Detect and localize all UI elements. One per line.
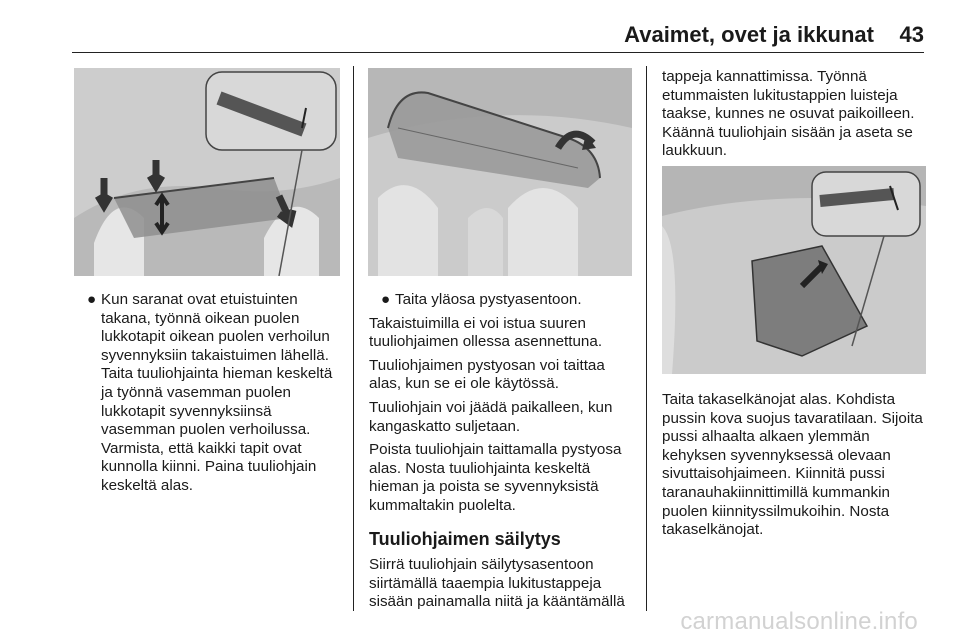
bullet-text: Taita yläosa pystyasentoon. <box>395 291 582 308</box>
column-3-text-lower <box>662 391 928 545</box>
column-rule-right <box>646 66 647 611</box>
bullet-item <box>75 291 343 496</box>
page-header-title: Avaimet, ovet ja ikkunat <box>624 22 874 47</box>
paragraph: Taita takaselkänojat alas. Kohdista pussin kova suojus tavaratilaan. Sijoita pussi alhaalta alkaen ylemmän kehyksen syvennyksessä olevaan sivuttaisohjaimeen. Kiinnitä pussi taranauhakiinnittimillä kummankin puolen kiinnityssilmukoihin. Nosta takaselkänojat. <box>662 391 923 539</box>
paragraph: Tuuliohjain voi jäädä paikalleen, kun kangaskatto suljetaan. <box>369 398 613 435</box>
bullet-item <box>369 291 634 310</box>
bullet-marker: ● <box>381 291 391 308</box>
figure-wind-deflector-storage <box>662 166 926 374</box>
column-rule-left <box>353 66 354 611</box>
figure-wind-deflector-installation <box>74 68 340 276</box>
watermark: carmanualsonline.info <box>680 608 918 635</box>
paragraph: Tuuliohjaimen pystyosan voi taittaa alas, kun se ei ole käytössä. <box>369 356 605 393</box>
paragraph: Siirrä tuuliohjain säilytysasentoon siirtämällä taaempia lukitustappeja sisään painamalla niitä ja kääntämällä <box>369 556 625 611</box>
paragraph: tappeja kannattimissa. Työnnä etummaisten lukitustappien luisteja taakse, kunnes ne osuvat paikoilleen. Käännä tuuliohjain sisään ja aseta se laukkuun. <box>662 68 915 160</box>
column-3-text <box>662 68 928 166</box>
page-number: 43 <box>899 22 924 47</box>
column-2-text <box>369 291 634 617</box>
paragraph: Takaistuimilla ei voi istua suuren tuuliohjaimen ollessa asennettuna. <box>369 314 603 351</box>
bullet-text: Kun saranat ovat etuistuinten takana, työnnä oikean puolen lukkotapit oikean puolen verhoilun syvennyksiin takaistuimen lähellä. Taita tuuliohjainta hieman keskeltä ja työnnä vasemman puolen lukkotapit syvennyksiinsä vasemman puolen verhoilussa. Varmista, että kaikki tapit ovat kunnolla kiinni. Paina tuuliohjain keskeltä alas. <box>101 291 333 494</box>
header-rule <box>72 52 924 53</box>
figure-wind-deflector-upright <box>368 68 632 276</box>
column-1-text <box>75 291 343 501</box>
bullet-marker: ● <box>87 291 97 308</box>
section-heading: Tuuliohjaimen säilytys <box>369 528 561 549</box>
paragraph: Poista tuuliohjain taittamalla pystyosa alas. Nosta tuuliohjainta keskeltä hieman ja poista se syvennyksistä kummaltakin puolelta. <box>369 441 622 514</box>
